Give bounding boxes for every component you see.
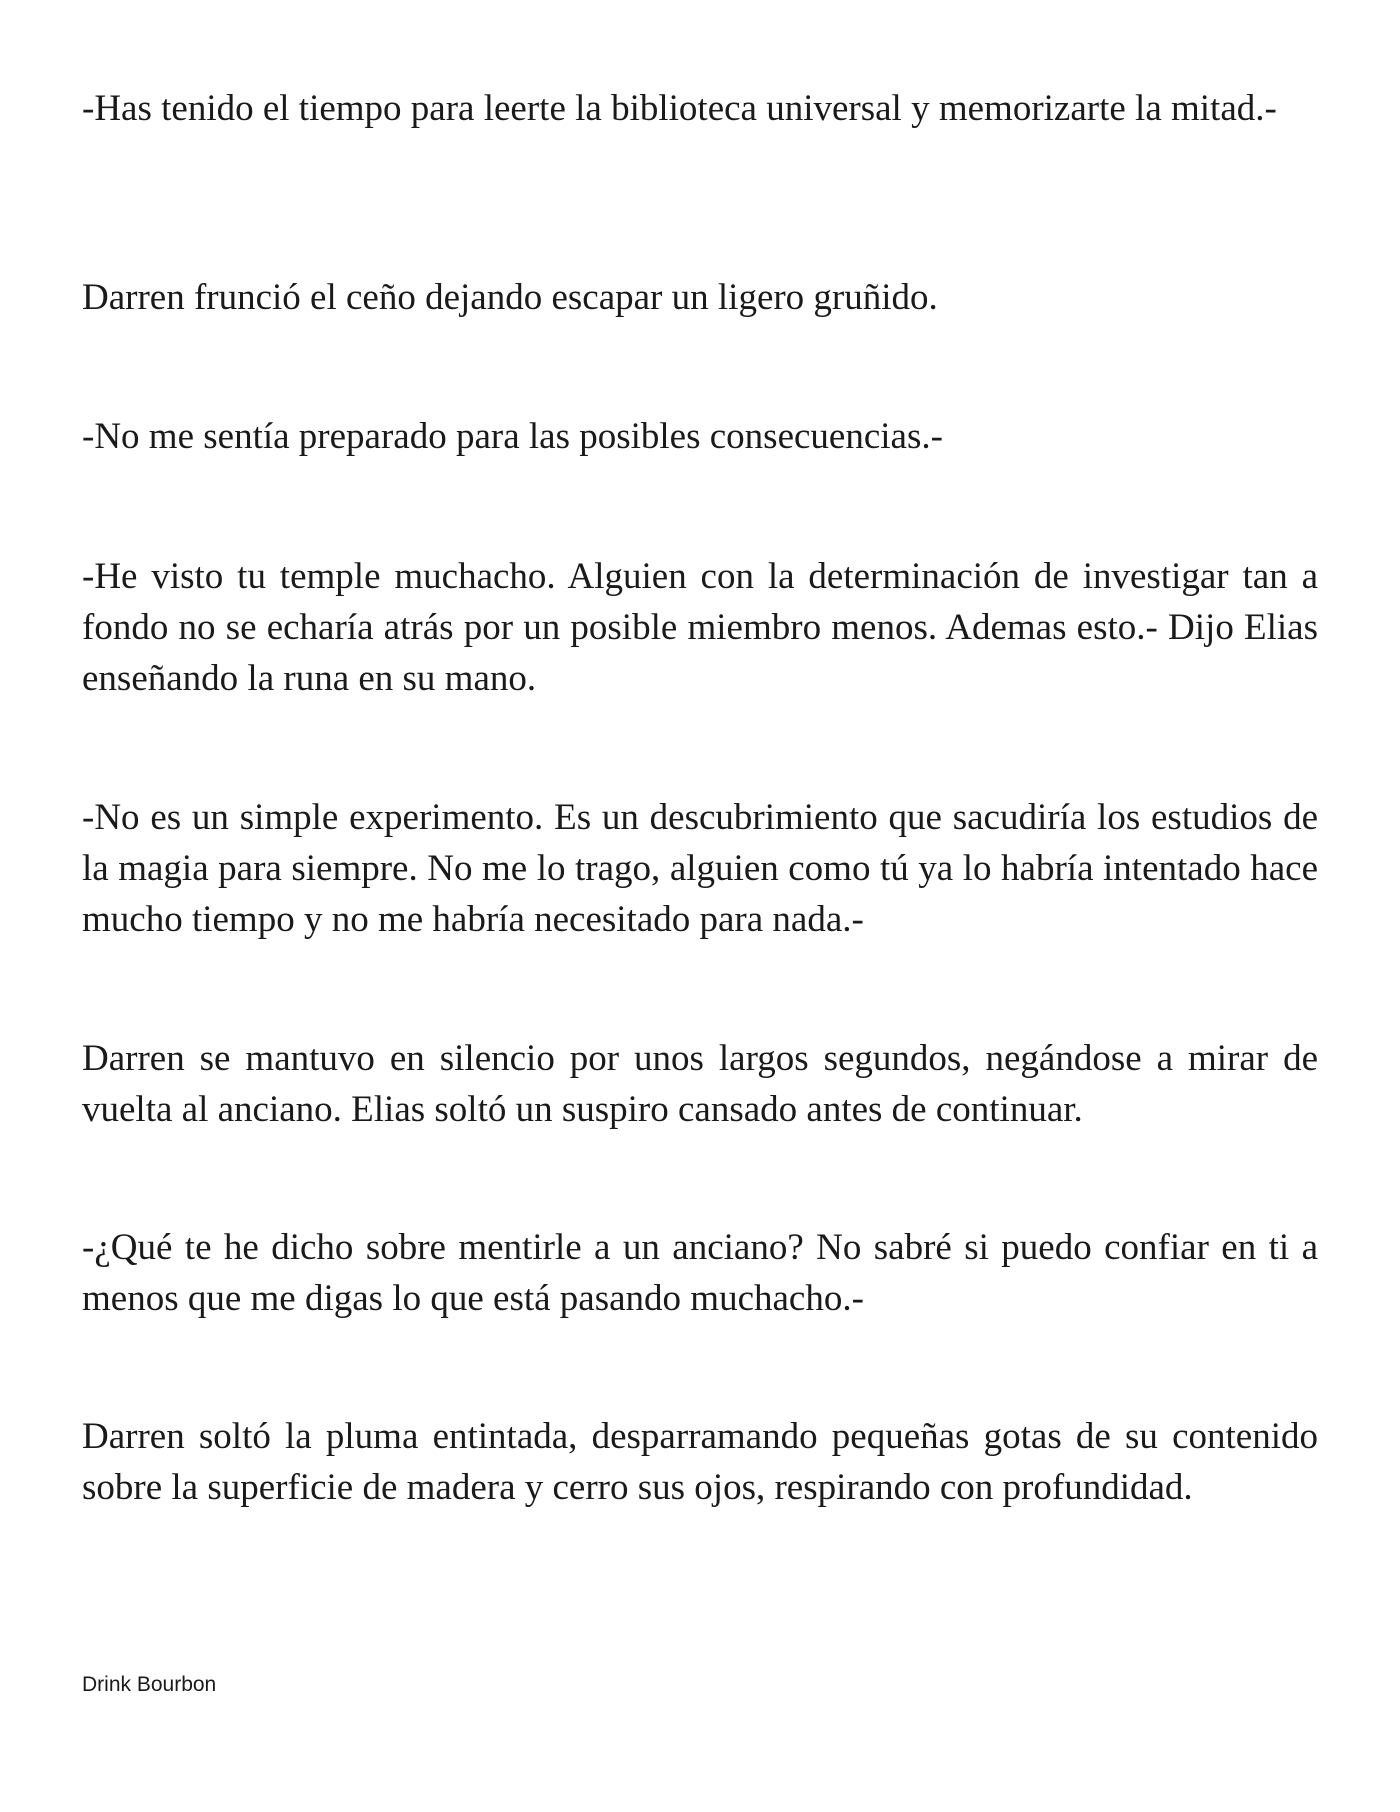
paragraph-2: Darren frunció el ceño dejando escapar un ligero gruñido. [82,277,938,318]
paragraph-1: -Has tenido el tiempo para leerte la biblioteca universal y memorizarte la mitad.- [82,88,1277,129]
paragraph-6: Darren se mantuvo en silencio por unos largos segundos, negándose a mirar de vuelta al anciano. Elias soltó un suspiro cansado antes de continuar. [82,1038,1318,1130]
page-footer: Drink Bourbon [82,1673,217,1696]
paragraph-5: -No es un simple experimento. Es un descubrimiento que sacudiría los estudios de la magia para siempre. No me lo trago, alguien como tú ya lo habría intentado hace mucho tiempo y no me habría necesitado para nada.- [82,797,1318,940]
paragraph-4: -He visto tu temple muchacho. Alguien con la determinación de investigar tan a fondo no se echaría atrás por un posible miembro menos. Ademas esto.- Dijo Elias enseñando la runa en su mano. [82,556,1318,699]
paragraph-7: -¿Qué te he dicho sobre mentirle a un anciano? No sabré si puedo confiar en ti a menos que me digas lo que está pasando muchacho.- [82,1227,1318,1319]
paragraph-8: Darren soltó la pluma entintada, desparramando pequeñas gotas de su contenido sobre la superficie de madera y cerro sus ojos, respirando con profundidad. [82,1416,1318,1508]
paragraph-3: -No me sentía preparado para las posibles consecuencias.- [82,416,943,457]
